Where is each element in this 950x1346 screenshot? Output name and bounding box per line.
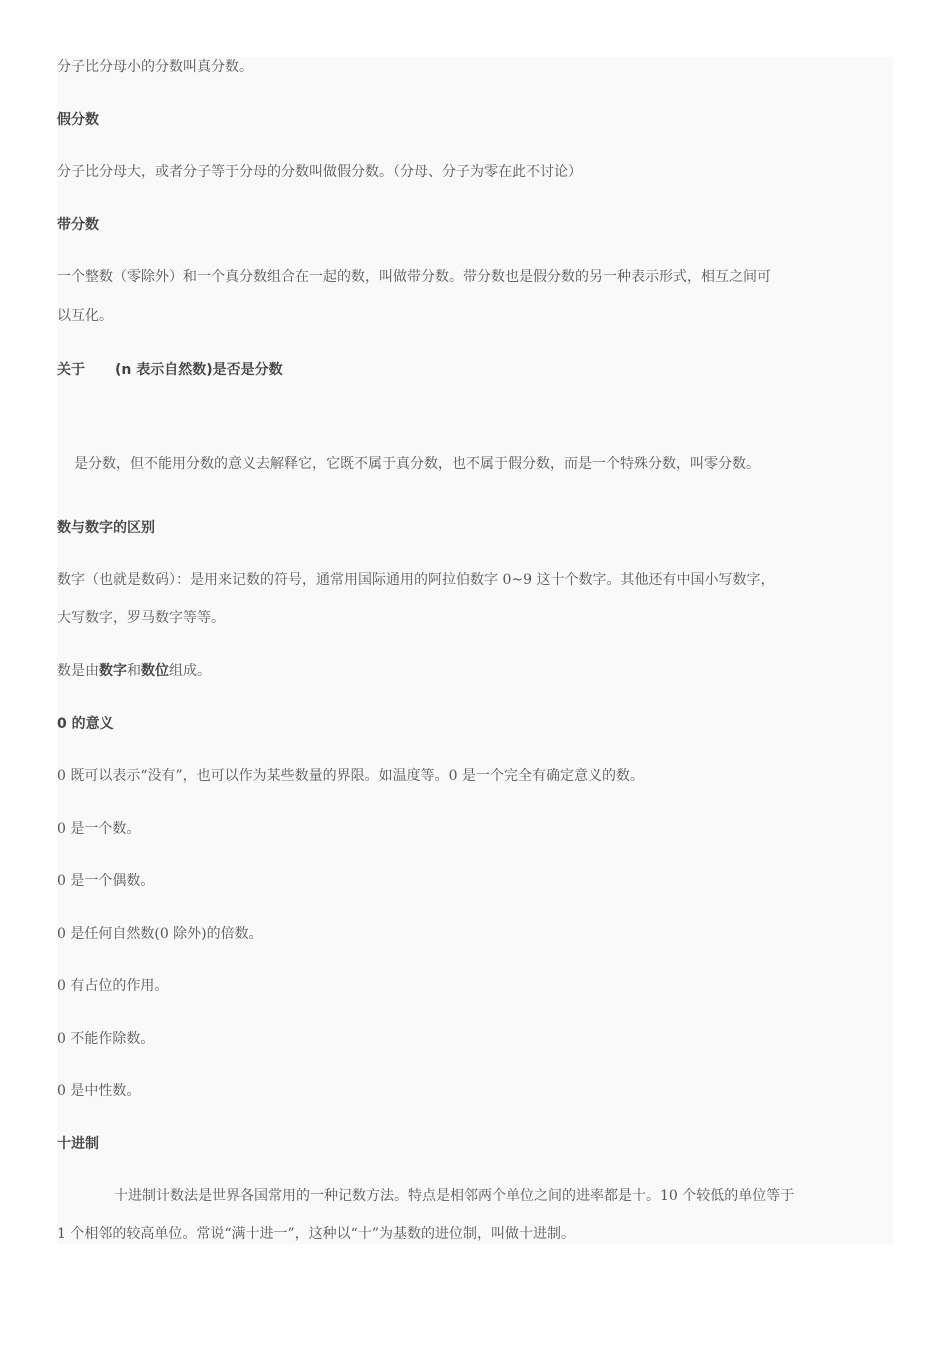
mixed-number-definition-line1: 一个整数（零除外）和一个真分数组合在一起的数，叫做带分数。带分数也是假分数的另一种表示形式，相互之间可: [57, 269, 771, 285]
proper-fraction-definition: 分子比分母小的分数叫真分数。: [57, 59, 253, 75]
meaning-of-zero-heading: 0 的意义: [57, 716, 114, 732]
number-vs-digit-definition-line1: 数字（也就是数码）：是用来记数的符号，通常用国际通用的阿拉伯数字 0~9 这十个数字。其他还有中国小写数字，: [57, 572, 775, 588]
number-vs-digit-definition-line2: 大写数字，罗马数字等等。: [57, 610, 225, 626]
zero-over-n-answer: 是分数，但不能用分数的意义去解释它，它既不属于真分数，也不属于假分数，而是一个特殊分数，叫零分数。: [74, 456, 760, 472]
mixed-number-heading: 带分数: [57, 217, 99, 233]
zero-point: 0 是一个偶数。: [57, 873, 155, 889]
document-body: [57, 57, 893, 1244]
decimal-system-line1: 十进制计数法是世界各国常用的一种记数方法。特点是相邻两个单位之间的进率都是十。10 个较低的单位等于: [114, 1188, 795, 1204]
composition-term-digit: 数字: [99, 663, 127, 679]
number-composition: [57, 661, 211, 681]
zero-point: 0 有占位的作用。: [57, 978, 169, 994]
zero-point: 0 是中性数。: [57, 1083, 141, 1099]
composition-prefix: 数是由: [57, 663, 99, 679]
decimal-system-heading: 十进制: [57, 1136, 99, 1152]
zero-over-n-heading-prefix: 关于: [57, 362, 85, 378]
zero-point: 0 是一个数。: [57, 821, 141, 837]
zero-point: 0 是任何自然数(0 除外)的倍数。: [57, 926, 263, 942]
composition-suffix: 组成。: [169, 663, 211, 679]
number-vs-digit-heading: 数与数字的区别: [57, 520, 155, 536]
decimal-system-line2: 1 个相邻的较高单位。常说“满十进一”，这种以“十”为基数的进位制，叫做十进制。: [57, 1226, 575, 1242]
improper-fraction-definition: 分子比分母大，或者分子等于分母的分数叫做假分数。（分母、分子为零在此不讨论）: [57, 164, 582, 180]
improper-fraction-heading: 假分数: [57, 112, 99, 128]
composition-term-place: 数位: [141, 663, 169, 679]
composition-and: 和: [127, 663, 141, 679]
zero-over-n-heading-suffix: (n 表示自然数)是否是分数: [115, 362, 283, 378]
zero-point: 0 不能作除数。: [57, 1031, 155, 1047]
zero-point: 0 既可以表示“没有”，也可以作为某些数量的界限。如温度等。0 是一个完全有确定意义的数。: [57, 768, 645, 784]
mixed-number-definition-line2: 以互化。: [57, 308, 113, 324]
